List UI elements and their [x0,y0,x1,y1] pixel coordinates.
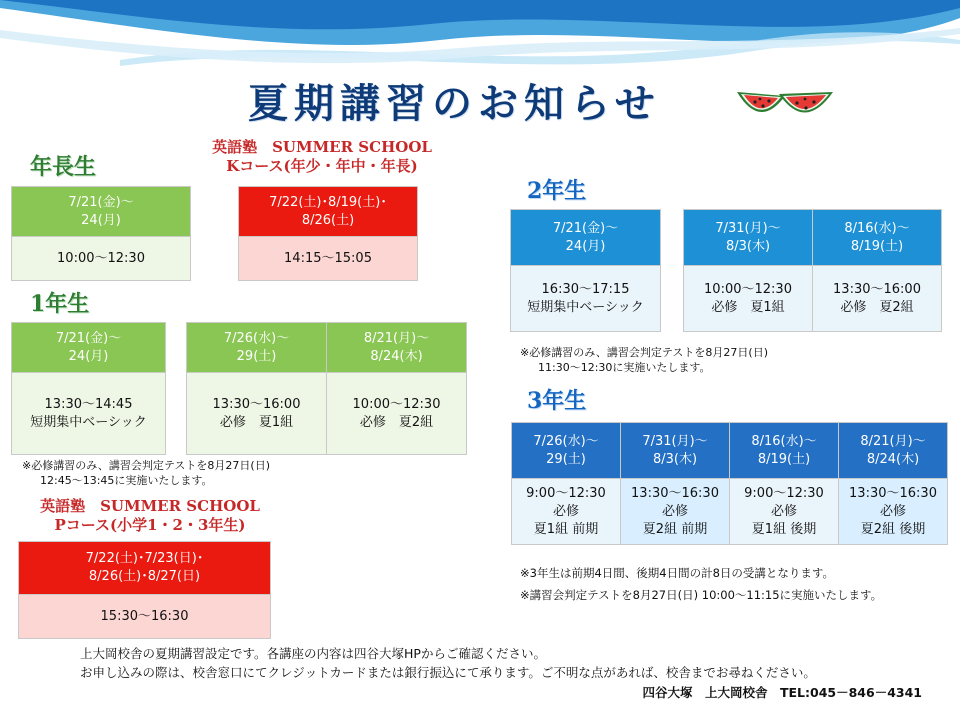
schedule-table-grade3 [511,422,948,545]
table-cell-time: 16:30～17:15 短期集中ベーシック [511,266,661,332]
table-cell-date: 7/21(金)～ 24(月) [12,187,191,237]
table-cell-date: 7/26(水)～ 29(土) [512,423,621,479]
schedule-table-nencho [11,186,191,281]
schedule-table-k-course [238,186,418,281]
table-cell-time: 10:00～12:30 [12,237,191,281]
table-cell-time: 13:30～16:30 必修 夏2組 後期 [839,479,948,545]
schedule-table-grade2-basic [510,209,661,332]
footer-line-2: お申し込みの際は、校舎窓口にてクレジットカードまたは銀行振込にて承ります。ご不明な点があれば、校舎までお尋ねください。 [80,665,816,680]
k-course-title: 英語塾 SUMMER SCHOOL Kコース(年少・年中・年長) [212,138,432,175]
schedule-table-p-course [18,541,271,639]
table-cell-date: 7/26(水)～ 29(土) [187,323,327,373]
table-cell-time: 13:30～14:45 短期集中ベーシック [12,373,166,455]
grade1-note: ※必修講習のみ、講習会判定テストを8月27日(日) 12:45～13:45に実施いたします。 [22,459,271,487]
page-title: 夏期講習のお知らせ [248,80,661,127]
grade-label-nencho: 年長生 [30,154,97,180]
table-cell-time: 14:15～15:05 [239,237,418,281]
table-cell-time: 10:00～12:30 必修 夏2組 [327,373,467,455]
schedule-table-grade1 [186,322,467,455]
table-cell-date: 8/21(月)～ 8/24(木) [839,423,948,479]
footer-line-1: 上大岡校舎の夏期講習設定です。各講座の内容は四谷大塚HPからご確認ください。 [80,646,546,661]
grade2-note: ※必修講習のみ、講習会判定テストを8月27日(日) 11:30～12:30に実施いたします。 [520,346,769,374]
table-cell-time: 9:00～12:30 必修 夏1組 前期 [512,479,621,545]
watermelon-icon [735,82,835,128]
schedule-table-grade2 [683,209,942,332]
grade3-notes: ※3年生は前期4日間、後期4日間の計8日の受講となります。 ※講習会判定テストを8月27日(日) 10:00～11:15に実施いたします。 [520,566,883,602]
table-cell-date: 8/16(水)～ 8/19(土) [730,423,839,479]
table-cell-date: 7/21(金)～ 24(月) [12,323,166,373]
table-cell-date: 7/31(月)～ 8/3(木) [621,423,730,479]
table-cell-date: 7/22(土)･8/19(土)･ 8/26(土) [239,187,418,237]
table-cell-date: 8/21(月)～ 8/24(木) [327,323,467,373]
table-cell-time: 13:30～16:00 必修 夏1組 [187,373,327,455]
table-cell-time: 13:30～16:30 必修 夏2組 前期 [621,479,730,545]
table-cell-date: 7/31(月)～ 8/3(木) [684,210,813,266]
grade-label-2: 2年生 [527,178,587,204]
table-cell-date: 7/22(土)･7/23(日)･ 8/26(土)･8/27(日) [19,542,271,595]
table-cell-time: 10:00～12:30 必修 夏1組 [684,266,813,332]
grade-label-3: 3年生 [527,388,587,414]
table-cell-date: 8/16(水)～ 8/19(土) [813,210,942,266]
footer-contact: 四谷大塚 上大岡校舎 TEL:045－846－4341 [642,685,922,700]
table-cell-time: 9:00～12:30 必修 夏1組 後期 [730,479,839,545]
p-course-title: 英語塾 SUMMER SCHOOL Pコース(小学1・2・3年生) [40,497,260,534]
schedule-table-grade1-basic [11,322,166,455]
table-cell-date: 7/21(金)～ 24(月) [511,210,661,266]
grade-label-1: 1年生 [30,291,90,317]
table-cell-time: 13:30～16:00 必修 夏2組 [813,266,942,332]
table-cell-time: 15:30～16:30 [19,595,271,639]
